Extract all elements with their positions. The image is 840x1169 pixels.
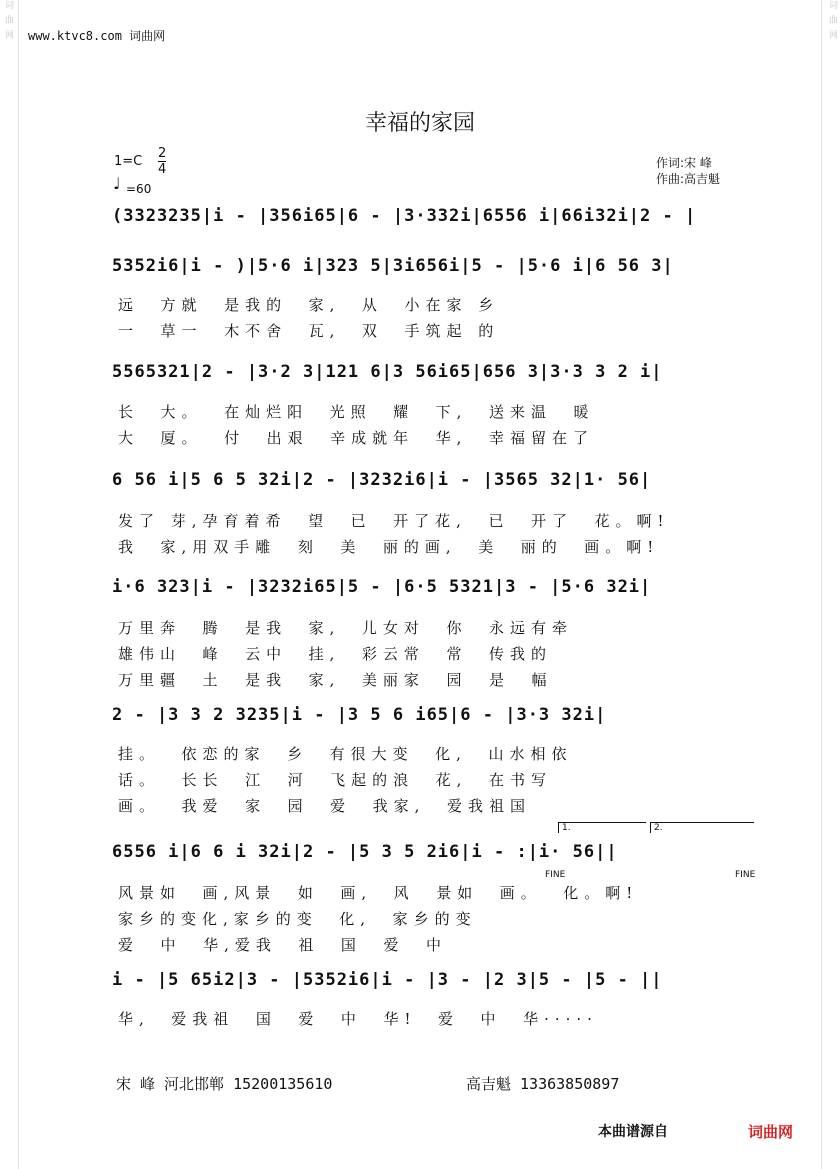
- lyric-line-8-verse-1: 华, 爱我祖 国 爱 中 华! 爱 中 华·····: [118, 1010, 598, 1028]
- tempo-marking: =60: [126, 182, 152, 196]
- fine-marker-1: FINE: [545, 870, 566, 880]
- lyric-line-7-verse-2: 家乡的变化,家乡的变 化, 家乡的变: [118, 910, 477, 928]
- lyric-line-6-verse-2: 话。 长长 江 河 飞起的浪 花, 在书写: [118, 771, 552, 789]
- lyric-line-2-verse-1: 远 方就 是我的 家, 从 小在家 乡: [118, 296, 500, 314]
- lyric-line-6-verse-1: 挂。 依恋的家 乡 有很大变 化, 山水相依: [118, 745, 573, 763]
- lyric-line-7-verse-3: 爱 中 华,爱我 祖 国 爱 中: [118, 936, 447, 954]
- lyric-line-7-verse-1: 风景如 画,风景 如 画, 风 景如 画。 化。啊!: [118, 884, 639, 902]
- score-line-3: 5565321|2 - |3·2 3|121 6|3 56i65|656 3|3·3 3 2 i|: [112, 362, 663, 382]
- lyric-line-3-verse-1: 长 大。 在灿烂阳 光照 耀 下, 送来温 暖: [118, 403, 595, 421]
- first-ending-bracket: [558, 822, 646, 833]
- lyric-line-4-verse-1: 发了 芽,孕育着希 望 已 开了花, 已 开了 花。啊!: [118, 512, 670, 530]
- first-ending-label: 1.: [562, 823, 571, 833]
- second-ending-bracket: [650, 822, 754, 833]
- lyricist-credit: 作词:宋 峰: [656, 156, 712, 170]
- score-line-1: (3323235|i - |356i65|6 - |3·332i|6556 i|66i32i|2 - |: [112, 206, 697, 226]
- left-watermark-strip: [2, 0, 14, 1169]
- song-title: 幸福的家园: [364, 111, 475, 136]
- contact-composer: 高吉魁 13363850897: [466, 1075, 620, 1093]
- lyric-line-5-verse-1: 万里奔 腾 是我 家, 儿女对 你 永远有牵: [118, 619, 573, 637]
- composer-credit: 作曲:高吉魁: [656, 172, 721, 186]
- time-denominator: 4: [158, 162, 167, 177]
- score-line-7: 6556 i|6 6 i 32i|2 - |5 3 5 2i6|i - :|i· 56||: [112, 842, 618, 862]
- lyric-line-6-verse-3: 画。 我爱 家 园 爱 我家, 爱我祖国: [118, 797, 531, 815]
- score-line-2: 5352i6|i - )|5·6 i|323 5|3i656i|5 - |5·6 i|6 56 3|: [112, 256, 674, 276]
- score-line-8: i - |5 65i2|3 - |5352i6|i - |3 - |2 3|5 - |5 - ||: [112, 970, 663, 990]
- watermark-text: 词曲网: [3, 0, 13, 45]
- watermark-text: 词曲网: [827, 0, 837, 45]
- lyric-line-5-verse-3: 万里疆 土 是我 家, 美丽家 园 是 幅: [118, 671, 553, 689]
- lyric-line-3-verse-2: 大 厦。 付 出艰 辛成就年 华, 幸福留在了: [118, 429, 594, 447]
- left-divider: [18, 0, 19, 1169]
- quarter-note-icon: ♩: [113, 174, 121, 193]
- second-ending-label: 2.: [654, 823, 663, 833]
- key-signature: 1=C: [114, 154, 143, 169]
- score-line-6: 2 - |3 3 2 3235|i - |3 5 6 i65|6 - |3·3 32i|: [112, 705, 607, 725]
- score-line-5: i·6 323|i - |3232i65|5 - |6·5 5321|3 - |5·6 32i|: [112, 577, 652, 597]
- lyric-line-4-verse-2: 我 家,用双手雕 刻 美 丽的画, 美 丽的 画。啊!: [118, 538, 660, 556]
- right-divider: [821, 0, 822, 1169]
- site-brand-logo[interactable]: 词曲网: [748, 1123, 794, 1141]
- fine-marker-2: FINE: [735, 870, 756, 880]
- lyric-line-2-verse-2: 一 草一 木不舍 瓦, 双 手筑起 的: [118, 322, 500, 340]
- lyric-line-5-verse-2: 雄伟山 峰 云中 挂, 彩云常 常 传我的: [118, 645, 552, 663]
- score-line-4: 6 56 i|5 6 5 32i|2 - |3232i6|i - |3565 32|1· 56|: [112, 470, 652, 490]
- contact-lyricist: 宋 峰 河北邯郸 15200135610: [116, 1075, 333, 1093]
- site-url[interactable]: www.ktvc8.com 词曲网: [28, 29, 166, 43]
- time-numerator: 2: [158, 146, 167, 161]
- source-label: 本曲谱源自: [598, 1124, 668, 1140]
- right-watermark-strip: [826, 0, 838, 1169]
- time-signature: [158, 146, 166, 177]
